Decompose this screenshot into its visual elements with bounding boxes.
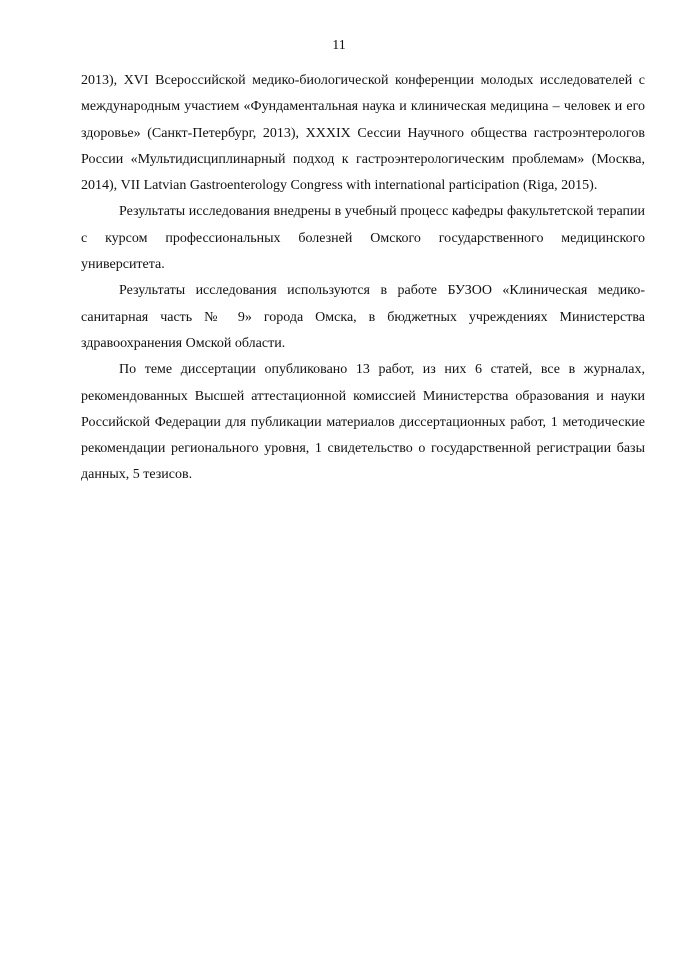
paragraph-publications: По теме диссертации опубликовано 13 работ, из них 6 статей, все в журналах, рекомендованных Высшей аттестационной комиссией Министерства образования и науки Российской Федерации для публикации материалов диссертационных работ, 1 методические рекомендации регионального уровня, 1 свидетельство о государственной регистрации базы данных, 5 тезисов. bbox=[81, 362, 645, 483]
document-body bbox=[81, 68, 645, 489]
page-number: 11 bbox=[332, 38, 346, 53]
paragraph-implementation: Результаты исследования внедрены в учебный процесс кафедры факультетской терапии с курсом профессиональных болезней Омского государственного медицинского университета. bbox=[81, 204, 645, 273]
paragraph-conferences: 2013), XVI Всероссийской медико-биологической конференции молодых исследователей с международным участием «Фундаментальная наука и клиническая медицина – человек и его здоровье» (Санкт-Петербург, 2013), XXXIX Сессии Научного общества гастроэнтерологов России «Мультидисциплинарный подход к гастроэнтерологическим проблемам» (Москва, 2014), VII Latvian Gastroenterology Congress with international participation (Riga, 2015). bbox=[81, 73, 645, 194]
paragraph-usage: Результаты исследования используются в работе БУЗОО «Клиническая медико-санитарная часть № 9» города Омска, в бюджетных учреждениях Министерства здравоохранения Омской области. bbox=[81, 283, 645, 351]
